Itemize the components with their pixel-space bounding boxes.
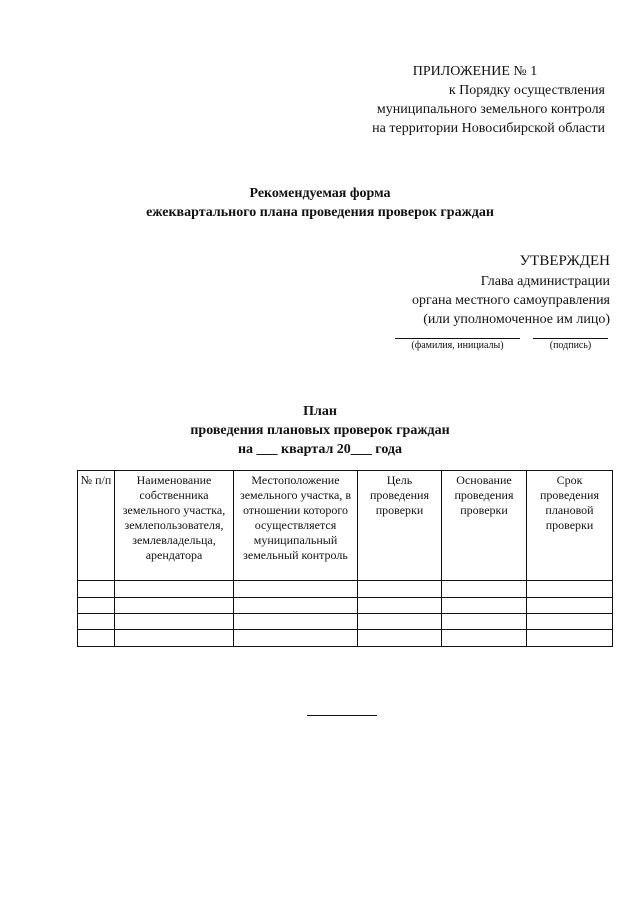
appendix-line: муниципального земельного контроля — [376, 102, 605, 117]
name-signature-line[interactable] — [395, 338, 520, 339]
table-row — [78, 597, 613, 613]
signature-caption: (подпись) — [549, 340, 592, 351]
table-cell[interactable] — [234, 581, 358, 597]
header-basis: Основание проведения проверки — [442, 471, 527, 581]
approval-heading: УТВЕРЖДЕН — [519, 253, 610, 269]
table-cell[interactable] — [358, 597, 442, 613]
table-cell[interactable] — [234, 597, 358, 613]
form-title-line: ежеквартального плана проведения проверок граждан — [146, 205, 494, 220]
header-location: Местоположение земельного участка, в отношении которого осуществляется муниципальный земельный контроль — [234, 471, 358, 581]
plan-title-line: План — [303, 404, 337, 419]
table-cell[interactable] — [115, 597, 234, 613]
appendix-line: на территории Новосибирской области — [372, 121, 605, 136]
table-cell[interactable] — [358, 581, 442, 597]
table-header-row — [78, 471, 613, 581]
table-cell[interactable] — [78, 581, 115, 597]
table-cell[interactable] — [527, 630, 613, 647]
table-cell[interactable] — [234, 614, 358, 630]
appendix-block — [285, 62, 605, 138]
table-cell[interactable] — [115, 630, 234, 647]
table-cell[interactable] — [78, 597, 115, 613]
form-title — [0, 184, 640, 222]
table-cell[interactable] — [442, 614, 527, 630]
plan-title — [0, 402, 640, 459]
header-purpose: Цель проведения проверки — [358, 471, 442, 581]
table-cell[interactable] — [358, 614, 442, 630]
table-cell[interactable] — [527, 597, 613, 613]
signature-line[interactable] — [533, 338, 608, 339]
table-cell[interactable] — [358, 630, 442, 647]
approval-block — [350, 252, 610, 329]
form-title-line: Рекомендуемая форма — [249, 186, 391, 201]
approval-line: (или уполномоченное им лицо) — [423, 312, 610, 327]
table-cell[interactable] — [442, 597, 527, 613]
plan-title-line: проведения плановых проверок граждан — [190, 423, 450, 438]
inspection-plan-table — [77, 470, 613, 647]
table-cell[interactable] — [442, 630, 527, 647]
table-row — [78, 630, 613, 647]
table-cell[interactable] — [78, 630, 115, 647]
plan-title-line: на ___ квартал 20___ года — [237, 442, 402, 457]
table-cell[interactable] — [527, 614, 613, 630]
appendix-line: к Порядку осуществления — [448, 83, 605, 98]
table-cell[interactable] — [78, 614, 115, 630]
table-row — [78, 614, 613, 630]
table-cell[interactable] — [527, 581, 613, 597]
header-owner: Наименование собственника земельного участка, землепользователя, землевладельца, арендатора — [115, 471, 234, 581]
header-term: Срок проведения плановой проверки — [527, 471, 613, 581]
approval-line: органа местного самоуправления — [412, 293, 610, 308]
table-cell[interactable] — [115, 581, 234, 597]
approval-line: Глава администрации — [480, 274, 610, 289]
header-number: № п/п — [78, 471, 115, 581]
table-cell[interactable] — [442, 581, 527, 597]
table-cell[interactable] — [115, 614, 234, 630]
name-caption: (фамилия, инициалы) — [411, 340, 504, 351]
appendix-number: ПРИЛОЖЕНИЕ № 1 — [412, 64, 538, 79]
table-cell[interactable] — [234, 630, 358, 647]
footer-separator-line — [307, 715, 377, 716]
table-row — [78, 581, 613, 597]
